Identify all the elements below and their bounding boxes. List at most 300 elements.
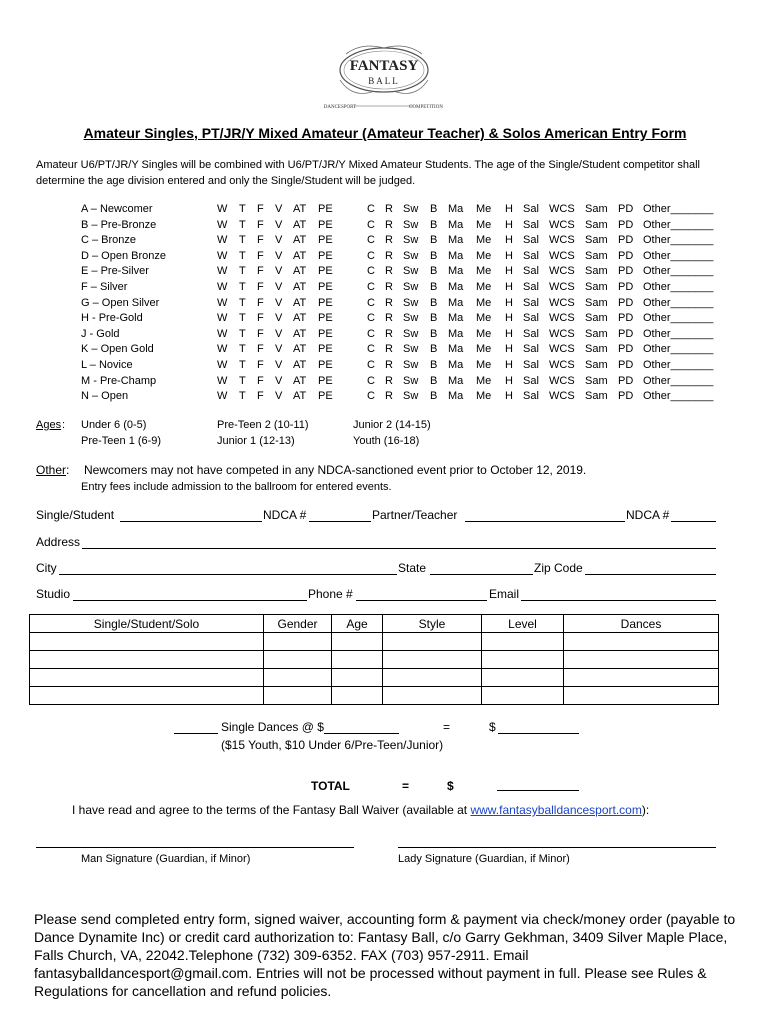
- smooth-dance-option[interactable]: F: [257, 312, 264, 325]
- rhythm-dance-option[interactable]: Other_______: [643, 265, 714, 278]
- col-header-dances: Dances: [564, 615, 719, 633]
- smooth-dance-option[interactable]: F: [257, 296, 264, 309]
- rhythm-dance-option[interactable]: Sw: [403, 390, 419, 403]
- rhythm-dance-option[interactable]: B: [430, 218, 438, 231]
- rhythm-dance-option[interactable]: Sal: [523, 218, 539, 231]
- zip-label: Zip Code: [534, 561, 583, 575]
- table-row[interactable]: [30, 633, 719, 651]
- rhythm-dance-option[interactable]: C: [367, 249, 375, 262]
- smooth-dance-option[interactable]: AT: [293, 359, 307, 371]
- smooth-dance-option[interactable]: T: [239, 249, 246, 262]
- rhythm-dance-option[interactable]: R: [385, 374, 393, 387]
- rhythm-dance-option[interactable]: Me: [476, 312, 492, 325]
- rhythm-dance-option[interactable]: B: [430, 249, 438, 262]
- rhythm-dance-option[interactable]: Sw: [403, 218, 419, 231]
- partner-teacher-field[interactable]: [465, 521, 625, 522]
- rhythm-dance-option[interactable]: Me: [476, 249, 492, 262]
- man-signature-field[interactable]: [36, 847, 354, 848]
- rhythm-dance-option[interactable]: H: [505, 203, 513, 215]
- rhythm-dance-option[interactable]: WCS: [549, 218, 575, 231]
- smooth-dance-option[interactable]: PE: [318, 218, 333, 231]
- smooth-dance-option[interactable]: F: [257, 265, 264, 278]
- rhythm-dance-option[interactable]: Me: [476, 218, 492, 231]
- rhythm-dance-option[interactable]: B: [430, 281, 438, 293]
- rhythm-dance-option[interactable]: Me: [476, 265, 492, 278]
- smooth-dance-option[interactable]: AT: [293, 312, 307, 325]
- rhythm-dance-option[interactable]: H: [505, 390, 513, 403]
- rhythm-dance-option[interactable]: Other_______: [643, 218, 714, 231]
- smooth-dance-option[interactable]: T: [239, 281, 246, 293]
- rhythm-dance-option[interactable]: Other_______: [643, 359, 714, 371]
- rhythm-dance-option[interactable]: Sal: [523, 249, 539, 262]
- smooth-dance-option[interactable]: PE: [318, 359, 333, 371]
- rhythm-dance-option[interactable]: WCS: [549, 281, 575, 293]
- smooth-dance-option[interactable]: AT: [293, 343, 307, 356]
- smooth-dance-option[interactable]: AT: [293, 249, 307, 262]
- rhythm-dance-option[interactable]: Me: [476, 281, 492, 293]
- lady-signature-field[interactable]: [398, 847, 716, 848]
- rhythm-dance-option[interactable]: Sw: [403, 312, 419, 325]
- fantasy-ball-logo: [322, 40, 446, 112]
- rhythm-dance-option[interactable]: PD: [618, 234, 634, 247]
- ndca1-field[interactable]: [309, 521, 371, 522]
- studio-field[interactable]: [73, 600, 307, 601]
- rhythm-dance-option[interactable]: Me: [476, 296, 492, 309]
- rhythm-dance-option[interactable]: Sal: [523, 234, 539, 247]
- rhythm-dance-option[interactable]: Sal: [523, 390, 539, 403]
- single-student-label: Single/Student: [36, 508, 115, 522]
- rhythm-dance-option[interactable]: Other_______: [643, 374, 714, 387]
- rhythm-dance-option[interactable]: H: [505, 281, 513, 293]
- single-dances-price-field[interactable]: [324, 733, 399, 734]
- rhythm-dance-option[interactable]: Sal: [523, 265, 539, 278]
- rhythm-dance-option[interactable]: PD: [618, 374, 634, 387]
- smooth-dance-option[interactable]: V: [275, 265, 283, 278]
- rhythm-dance-option[interactable]: Other_______: [643, 327, 714, 340]
- rhythm-dance-option[interactable]: Sw: [403, 359, 419, 371]
- rhythm-dance-option[interactable]: Sal: [523, 281, 539, 293]
- rhythm-dance-option[interactable]: Ma: [448, 265, 464, 278]
- smooth-dance-option[interactable]: PE: [318, 374, 333, 387]
- smooth-dance-option[interactable]: F: [257, 203, 264, 215]
- smooth-dance-option[interactable]: T: [239, 203, 246, 215]
- rhythm-dance-option[interactable]: Me: [476, 203, 492, 215]
- smooth-dance-option[interactable]: F: [257, 327, 264, 340]
- rhythm-dance-option[interactable]: B: [430, 296, 438, 309]
- phone-field[interactable]: [356, 600, 487, 601]
- rhythm-dance-option[interactable]: B: [430, 203, 438, 215]
- smooth-dance-option[interactable]: W: [217, 359, 228, 371]
- fee-equals: =: [443, 720, 451, 734]
- rhythm-dance-option[interactable]: C: [367, 296, 375, 309]
- rhythm-dance-option[interactable]: PD: [618, 343, 634, 356]
- rhythm-dance-option[interactable]: R: [385, 296, 393, 309]
- rhythm-dance-option[interactable]: PD: [618, 390, 634, 403]
- rhythm-dance-option[interactable]: Ma: [448, 359, 464, 371]
- rhythm-dance-option[interactable]: Sam: [585, 265, 608, 278]
- rhythm-dance-option[interactable]: WCS: [549, 249, 575, 262]
- ages-label: Ages: [36, 419, 62, 431]
- address-field[interactable]: [82, 548, 716, 549]
- rhythm-dance-option[interactable]: WCS: [549, 203, 575, 215]
- smooth-dance-option[interactable]: AT: [293, 203, 307, 215]
- smooth-dance-option[interactable]: F: [257, 359, 264, 371]
- rhythm-dance-option[interactable]: Sw: [403, 234, 419, 247]
- level-label: K – Open Gold: [81, 343, 154, 356]
- ndca2-field[interactable]: [671, 521, 716, 522]
- smooth-dance-option[interactable]: F: [257, 218, 264, 231]
- rhythm-dance-option[interactable]: B: [430, 390, 438, 403]
- rhythm-dance-option[interactable]: Sam: [585, 296, 608, 309]
- rhythm-dance-option[interactable]: H: [505, 343, 513, 356]
- email-field[interactable]: [521, 600, 716, 601]
- smooth-dance-option[interactable]: F: [257, 281, 264, 293]
- rhythm-dance-option[interactable]: WCS: [549, 374, 575, 387]
- rhythm-dance-option[interactable]: Other_______: [643, 296, 714, 309]
- rhythm-dance-option[interactable]: Ma: [448, 234, 464, 247]
- smooth-dance-option[interactable]: PE: [318, 390, 333, 403]
- rhythm-dance-option[interactable]: C: [367, 359, 375, 371]
- rhythm-dance-option[interactable]: C: [367, 374, 375, 387]
- level-label: A – Newcomer: [81, 203, 153, 215]
- rhythm-dance-option[interactable]: B: [430, 327, 438, 340]
- rhythm-dance-option[interactable]: Sal: [523, 327, 539, 340]
- rhythm-dance-option[interactable]: Sw: [403, 343, 419, 356]
- rhythm-dance-option[interactable]: Sw: [403, 249, 419, 262]
- rhythm-dance-option[interactable]: Other_______: [643, 343, 714, 356]
- smooth-dance-option[interactable]: W: [217, 218, 228, 231]
- rhythm-dance-option[interactable]: H: [505, 265, 513, 278]
- col-header-single: Single/Student/Solo: [30, 615, 264, 633]
- col-header-gender: Gender: [264, 615, 332, 633]
- smooth-dance-option[interactable]: PE: [318, 327, 333, 340]
- rhythm-dance-option[interactable]: R: [385, 234, 393, 247]
- rhythm-dance-option[interactable]: B: [430, 312, 438, 325]
- man-signature-label: Man Signature (Guardian, if Minor): [81, 853, 251, 865]
- rhythm-dance-option[interactable]: R: [385, 218, 393, 231]
- smooth-dance-option[interactable]: T: [239, 265, 246, 278]
- rhythm-dance-option[interactable]: PD: [618, 327, 634, 340]
- rhythm-dance-option[interactable]: Me: [476, 374, 492, 387]
- smooth-dance-option[interactable]: PE: [318, 203, 333, 215]
- smooth-dance-option[interactable]: T: [239, 359, 246, 371]
- level-label: L – Novice: [81, 359, 133, 371]
- rhythm-dance-option[interactable]: H: [505, 218, 513, 231]
- rhythm-dance-option[interactable]: Sam: [585, 218, 608, 231]
- rhythm-dance-option[interactable]: Ma: [448, 203, 464, 215]
- rhythm-dance-option[interactable]: Other_______: [643, 281, 714, 293]
- smooth-dance-option[interactable]: T: [239, 390, 246, 403]
- rhythm-dance-option[interactable]: Me: [476, 359, 492, 371]
- rhythm-dance-option[interactable]: R: [385, 327, 393, 340]
- rhythm-dance-option[interactable]: Sam: [585, 390, 608, 403]
- smooth-dance-option[interactable]: F: [257, 343, 264, 356]
- smooth-dance-option[interactable]: W: [217, 343, 228, 356]
- rhythm-dance-option[interactable]: R: [385, 281, 393, 293]
- rhythm-dance-option[interactable]: Ma: [448, 312, 464, 325]
- rhythm-dance-option[interactable]: WCS: [549, 343, 575, 356]
- smooth-dance-option[interactable]: W: [217, 312, 228, 325]
- rhythm-dance-option[interactable]: PD: [618, 296, 634, 309]
- rhythm-dance-option[interactable]: PD: [618, 218, 634, 231]
- level-label: D – Open Bronze: [81, 249, 166, 262]
- level-label: F – Silver: [81, 281, 128, 293]
- rhythm-dance-option[interactable]: H: [505, 312, 513, 325]
- rhythm-dance-option[interactable]: Sw: [403, 296, 419, 309]
- rhythm-dance-option[interactable]: Sam: [585, 327, 608, 340]
- smooth-dance-option[interactable]: PE: [318, 281, 333, 293]
- rhythm-dance-option[interactable]: C: [367, 218, 375, 231]
- smooth-dance-option[interactable]: T: [239, 343, 246, 356]
- rhythm-dance-option[interactable]: PD: [618, 281, 634, 293]
- total-amount-field[interactable]: [497, 790, 579, 791]
- rhythm-dance-option[interactable]: Sam: [585, 343, 608, 356]
- rhythm-dance-option[interactable]: H: [505, 249, 513, 262]
- rhythm-dance-option[interactable]: Ma: [448, 390, 464, 403]
- rhythm-dance-option[interactable]: WCS: [549, 312, 575, 325]
- smooth-dance-option[interactable]: PE: [318, 296, 333, 309]
- level-label: G – Open Silver: [81, 296, 160, 309]
- smooth-dance-option[interactable]: PE: [318, 312, 333, 325]
- rhythm-dance-option[interactable]: C: [367, 327, 375, 340]
- rhythm-dance-option[interactable]: H: [505, 296, 513, 309]
- smooth-dance-option[interactable]: F: [257, 234, 264, 247]
- table-row[interactable]: [30, 651, 719, 669]
- smooth-dance-option[interactable]: F: [257, 374, 264, 387]
- level-label: N – Open: [81, 390, 129, 403]
- rhythm-dance-option[interactable]: Other_______: [643, 390, 714, 403]
- smooth-dance-option[interactable]: AT: [293, 281, 307, 293]
- rhythm-dance-option[interactable]: Sal: [523, 296, 539, 309]
- rhythm-dance-option[interactable]: B: [430, 374, 438, 387]
- level-label: B – Pre-Bronze: [81, 218, 157, 231]
- rhythm-dance-option[interactable]: Ma: [448, 327, 464, 340]
- rhythm-dance-option[interactable]: Ma: [448, 343, 464, 356]
- smooth-dance-option[interactable]: F: [257, 249, 264, 262]
- rhythm-dance-option[interactable]: B: [430, 359, 438, 371]
- smooth-dance-option[interactable]: AT: [293, 390, 307, 403]
- rhythm-dance-option[interactable]: PD: [618, 249, 634, 262]
- age-junior2: Junior 2 (14-15): [353, 419, 431, 431]
- rhythm-dance-option[interactable]: H: [505, 234, 513, 247]
- smooth-dance-option[interactable]: AT: [293, 218, 307, 231]
- rhythm-dance-option[interactable]: Sal: [523, 374, 539, 387]
- rhythm-dance-option[interactable]: Me: [476, 390, 492, 403]
- smooth-dance-option[interactable]: AT: [293, 265, 307, 278]
- rhythm-dance-option[interactable]: R: [385, 343, 393, 356]
- rhythm-dance-option[interactable]: WCS: [549, 296, 575, 309]
- rhythm-dance-option[interactable]: C: [367, 390, 375, 403]
- rhythm-dance-option[interactable]: R: [385, 359, 393, 371]
- smooth-dance-option[interactable]: W: [217, 374, 228, 387]
- rhythm-dance-option[interactable]: Sw: [403, 203, 419, 215]
- rhythm-dance-option[interactable]: PD: [618, 359, 634, 371]
- total-dollar: $: [447, 779, 454, 793]
- rhythm-dance-option[interactable]: R: [385, 265, 393, 278]
- rhythm-dance-option[interactable]: Ma: [448, 249, 464, 262]
- smooth-dance-option[interactable]: T: [239, 296, 246, 309]
- rhythm-dance-option[interactable]: R: [385, 390, 393, 403]
- rhythm-dance-option[interactable]: B: [430, 343, 438, 356]
- fee-amount-field[interactable]: [498, 733, 579, 734]
- smooth-dance-option[interactable]: V: [275, 234, 283, 247]
- smooth-dance-option[interactable]: V: [275, 343, 283, 356]
- rhythm-dance-option[interactable]: Other_______: [643, 234, 714, 247]
- smooth-dance-option[interactable]: T: [239, 374, 246, 387]
- rhythm-dance-option[interactable]: Ma: [448, 374, 464, 387]
- rhythm-dance-option[interactable]: Sam: [585, 281, 608, 293]
- smooth-dance-option[interactable]: T: [239, 234, 246, 247]
- smooth-dance-option[interactable]: F: [257, 390, 264, 403]
- rhythm-dance-option[interactable]: Sam: [585, 312, 608, 325]
- smooth-dance-option[interactable]: PE: [318, 343, 333, 356]
- rhythm-dance-option[interactable]: Sw: [403, 281, 419, 293]
- rhythm-dance-option[interactable]: Me: [476, 343, 492, 356]
- rhythm-dance-option[interactable]: H: [505, 374, 513, 387]
- level-label: J - Gold: [81, 327, 120, 340]
- level-label: M - Pre-Champ: [81, 374, 157, 387]
- rhythm-dance-option[interactable]: Me: [476, 327, 492, 340]
- zip-field[interactable]: [585, 574, 716, 575]
- table-row[interactable]: [30, 669, 719, 687]
- smooth-dance-option[interactable]: T: [239, 327, 246, 340]
- smooth-dance-option[interactable]: W: [217, 281, 228, 293]
- rhythm-dance-option[interactable]: WCS: [549, 390, 575, 403]
- rhythm-dance-option[interactable]: C: [367, 343, 375, 356]
- rhythm-dance-option[interactable]: H: [505, 359, 513, 371]
- rhythm-dance-option[interactable]: Other_______: [643, 203, 714, 215]
- single-dances-count-field[interactable]: [174, 733, 218, 734]
- age-under6: Under 6 (0-5): [81, 419, 147, 431]
- rhythm-dance-option[interactable]: PD: [618, 203, 634, 215]
- waiver-link[interactable]: www.fantasyballdancesport.com: [470, 803, 642, 817]
- smooth-dance-option[interactable]: W: [217, 234, 228, 247]
- rhythm-dance-option[interactable]: Me: [476, 234, 492, 247]
- rhythm-dance-option[interactable]: Other_______: [643, 312, 714, 325]
- single-dances-label: Single Dances @ $: [221, 720, 324, 734]
- smooth-dance-option[interactable]: PE: [318, 234, 333, 247]
- rhythm-dance-option[interactable]: WCS: [549, 265, 575, 278]
- smooth-dance-option[interactable]: V: [275, 296, 283, 309]
- city-field[interactable]: [59, 574, 397, 575]
- rhythm-dance-option[interactable]: PD: [618, 312, 634, 325]
- smooth-dance-option[interactable]: V: [275, 359, 283, 371]
- rhythm-dance-option[interactable]: R: [385, 203, 393, 215]
- smooth-dance-option[interactable]: PE: [318, 249, 333, 262]
- entry-table: [29, 614, 719, 705]
- table-row[interactable]: [30, 687, 719, 705]
- smooth-dance-option[interactable]: V: [275, 312, 283, 325]
- col-header-age: Age: [332, 615, 383, 633]
- level-label: E – Pre-Silver: [81, 265, 149, 278]
- smooth-dance-option[interactable]: T: [239, 312, 246, 325]
- rhythm-dance-option[interactable]: C: [367, 203, 375, 215]
- rhythm-dance-option[interactable]: Sw: [403, 374, 419, 387]
- smooth-dance-option[interactable]: W: [217, 327, 228, 340]
- smooth-dance-option[interactable]: PE: [318, 265, 333, 278]
- smooth-dance-option[interactable]: V: [275, 327, 283, 340]
- smooth-dance-option[interactable]: W: [217, 390, 228, 403]
- total-equals: =: [402, 779, 410, 793]
- rhythm-dance-option[interactable]: R: [385, 249, 393, 262]
- other-label: Other: [36, 463, 67, 477]
- smooth-dance-option[interactable]: V: [275, 281, 283, 293]
- rhythm-dance-option[interactable]: B: [430, 234, 438, 247]
- svg-text:BALL: BALL: [368, 76, 400, 86]
- fee-note: ($15 Youth, $10 Under 6/Pre-Teen/Junior): [221, 738, 444, 752]
- rhythm-dance-option[interactable]: Sam: [585, 359, 608, 371]
- address-label: Address: [36, 535, 81, 549]
- rhythm-dance-option[interactable]: Sw: [403, 327, 419, 340]
- rhythm-dance-option[interactable]: WCS: [549, 359, 575, 371]
- rhythm-dance-option[interactable]: Sal: [523, 203, 539, 215]
- single-student-field[interactable]: [120, 521, 262, 522]
- rhythm-dance-option[interactable]: Sam: [585, 203, 608, 215]
- smooth-dance-option[interactable]: W: [217, 249, 228, 262]
- age-preteen2: Pre-Teen 2 (10-11): [217, 419, 309, 431]
- waiver-statement: I have read and agree to the terms of the Fantasy Ball Waiver (available at www.fantasyballdancesport.com):: [72, 803, 650, 817]
- rhythm-dance-option[interactable]: Sam: [585, 234, 608, 247]
- rhythm-dance-option[interactable]: Ma: [448, 281, 464, 293]
- rhythm-dance-option[interactable]: Sam: [585, 374, 608, 387]
- state-field[interactable]: [430, 574, 533, 575]
- smooth-dance-option[interactable]: W: [217, 203, 228, 215]
- smooth-dance-option[interactable]: W: [217, 265, 228, 278]
- rhythm-dance-option[interactable]: C: [367, 234, 375, 247]
- phone-label: Phone #: [308, 587, 353, 601]
- other-fees-note: Entry fees include admission to the ballroom for entered events.: [81, 481, 392, 493]
- rhythm-dance-option[interactable]: B: [430, 265, 438, 278]
- state-label: State: [398, 561, 427, 575]
- rhythm-dance-option[interactable]: WCS: [549, 234, 575, 247]
- rhythm-dance-option[interactable]: Sw: [403, 265, 419, 278]
- smooth-dance-option[interactable]: V: [275, 390, 283, 403]
- smooth-dance-option[interactable]: AT: [293, 327, 307, 340]
- smooth-dance-option[interactable]: V: [275, 203, 283, 215]
- submission-instructions: Please send completed entry form, signed waiver, accounting form & payment via check/money order (payable to Dance Dynamite Inc) or credit card authorization to: Fantasy Ball, c/o Garry Gekhman, 3409 Silver Maple Place, Falls Church, VA, 22042.Telephone (732) 309-6352. FAX (703) 957-2911. Email fantasyballdancesport@gmail.com. Entries will not be processed without payment in full. Please see Rules & Regulations for cancellation and refund policies.: [34, 911, 736, 999]
- rhythm-dance-option[interactable]: Other_______: [643, 249, 714, 262]
- rhythm-dance-option[interactable]: Sal: [523, 359, 539, 371]
- rhythm-dance-option[interactable]: C: [367, 265, 375, 278]
- rhythm-dance-option[interactable]: C: [367, 281, 375, 293]
- rhythm-dance-option[interactable]: Ma: [448, 218, 464, 231]
- rhythm-dance-option[interactable]: H: [505, 327, 513, 340]
- rhythm-dance-option[interactable]: Sam: [585, 249, 608, 262]
- col-header-style: Style: [383, 615, 482, 633]
- smooth-dance-option[interactable]: AT: [293, 296, 307, 309]
- fee-dollar: $: [489, 720, 496, 734]
- rhythm-dance-option[interactable]: R: [385, 312, 393, 325]
- smooth-dance-option[interactable]: V: [275, 249, 283, 262]
- email-label: Email: [489, 587, 520, 601]
- total-label: TOTAL: [311, 779, 350, 793]
- ndca1-label: NDCA #: [263, 508, 307, 522]
- rhythm-dance-option[interactable]: Sal: [523, 312, 539, 325]
- smooth-dance-option[interactable]: T: [239, 218, 246, 231]
- smooth-dance-option[interactable]: V: [275, 218, 283, 231]
- smooth-dance-option[interactable]: V: [275, 374, 283, 387]
- rhythm-dance-option[interactable]: Ma: [448, 296, 464, 309]
- smooth-dance-option[interactable]: AT: [293, 234, 307, 247]
- rhythm-dance-option[interactable]: WCS: [549, 327, 575, 340]
- age-youth: Youth (16-18): [353, 435, 420, 447]
- rhythm-dance-option[interactable]: PD: [618, 265, 634, 278]
- smooth-dance-option[interactable]: W: [217, 296, 228, 309]
- lady-signature-label: Lady Signature (Guardian, if Minor): [398, 853, 570, 865]
- rhythm-dance-option[interactable]: C: [367, 312, 375, 325]
- rhythm-dance-option[interactable]: Sal: [523, 343, 539, 356]
- smooth-dance-option[interactable]: AT: [293, 374, 307, 387]
